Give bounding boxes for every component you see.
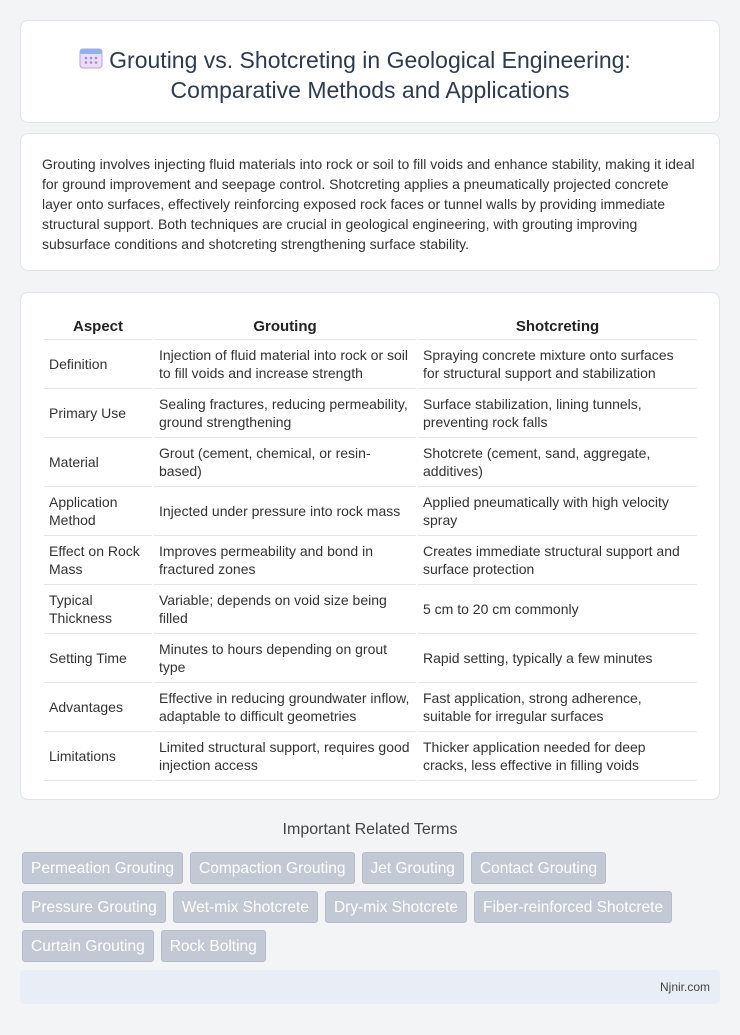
cell-shotcreting: Thicker application needed for deep cracks, less effective in filling voids <box>418 732 697 781</box>
intro-paragraph: Grouting involves injecting fluid materials into rock or soil to fill voids and enhance stability, making it ideal for ground improvement and seepage control. Shotcreting applies a pneumatically projected concrete layer onto surfaces, effectively reinforcing exposed rock faces or tunnel walls by providing immediate structural support. Both techniques are crucial in geological engineering, with grouting improving subsurface conditions and shotcreting strengthening surface stability. <box>42 156 695 252</box>
cell-grouting: Variable; depends on void size being filled <box>154 585 416 634</box>
comparison-table-card <box>20 292 720 800</box>
cell-shotcreting: Spraying concrete mixture onto surfaces for structural support and stabilization <box>418 340 697 389</box>
term-tag[interactable]: Pressure Grouting <box>22 891 166 923</box>
table-row <box>44 438 697 487</box>
related-terms-heading: Important Related Terms <box>282 821 458 838</box>
term-tag[interactable]: Wet-mix Shotcrete <box>173 891 318 923</box>
table-header-row <box>44 312 697 340</box>
cell-grouting: Effective in reducing groundwater inflow, adaptable to difficult geometries <box>154 683 416 732</box>
term-tag[interactable]: Contact Grouting <box>471 852 606 884</box>
cell-shotcreting: Surface stabilization, lining tunnels, preventing rock falls <box>418 389 697 438</box>
table-row <box>44 634 697 683</box>
footer <box>20 970 720 1004</box>
table-row <box>44 389 697 438</box>
header-aspect: Aspect <box>44 312 152 340</box>
cell-grouting: Sealing fractures, reducing permeability, ground strengthening <box>154 389 416 438</box>
cell-aspect: Typical Thickness <box>44 585 152 634</box>
cell-grouting: Grout (cement, chemical, or resin-based) <box>154 438 416 487</box>
cell-shotcreting: Creates immediate structural support and surface protection <box>418 536 697 585</box>
term-tag[interactable]: Fiber-reinforced Shotcrete <box>474 891 672 923</box>
page-title-line-2: Comparative Methods and Applications <box>170 77 570 103</box>
cell-aspect: Setting Time <box>44 634 152 683</box>
cell-aspect: Advantages <box>44 683 152 732</box>
cell-shotcreting: Applied pneumatically with high velocity spray <box>418 487 697 536</box>
term-tag[interactable]: Curtain Grouting <box>22 930 154 962</box>
table-row <box>44 585 697 634</box>
header-shotcreting: Shotcreting <box>418 312 697 340</box>
footer-site-link[interactable]: Njnir.com <box>659 980 710 994</box>
cell-shotcreting: Fast application, strong adherence, suitable for irregular surfaces <box>418 683 697 732</box>
cell-grouting: Improves permeability and bond in fractured zones <box>154 536 416 585</box>
cell-grouting: Injection of fluid material into rock or soil to fill voids and increase strength <box>154 340 416 389</box>
cell-grouting: Limited structural support, requires good injection access <box>154 732 416 781</box>
cell-aspect: Primary Use <box>44 389 152 438</box>
term-tag[interactable]: Jet Grouting <box>362 852 464 884</box>
cell-aspect: Application Method <box>44 487 152 536</box>
cell-shotcreting: 5 cm to 20 cm commonly <box>418 585 697 634</box>
related-terms-list <box>22 852 682 969</box>
title-card <box>20 20 720 123</box>
term-tag[interactable]: Permeation Grouting <box>22 852 183 884</box>
table-row <box>44 732 697 781</box>
cell-aspect: Limitations <box>44 732 152 781</box>
intro-card <box>20 133 720 271</box>
cell-shotcreting: Rapid setting, typically a few minutes <box>418 634 697 683</box>
table-row <box>44 683 697 732</box>
table-row <box>44 340 697 389</box>
comparison-table <box>42 312 699 781</box>
cell-shotcreting: Shotcrete (cement, sand, aggregate, additives) <box>418 438 697 487</box>
page-title <box>21 45 719 105</box>
term-tag[interactable]: Compaction Grouting <box>190 852 354 884</box>
term-tag[interactable]: Dry-mix Shotcrete <box>325 891 467 923</box>
table-row <box>44 487 697 536</box>
table-row <box>44 536 697 585</box>
cell-grouting: Minutes to hours depending on grout type <box>154 634 416 683</box>
cell-aspect: Definition <box>44 340 152 389</box>
header-grouting: Grouting <box>154 312 416 340</box>
cell-grouting: Injected under pressure into rock mass <box>154 487 416 536</box>
cell-aspect: Material <box>44 438 152 487</box>
page-title-line-1: Grouting vs. Shotcreting in Geological Engineering: <box>109 47 631 73</box>
term-tag[interactable]: Rock Bolting <box>161 930 266 962</box>
cell-aspect: Effect on Rock Mass <box>44 536 152 585</box>
